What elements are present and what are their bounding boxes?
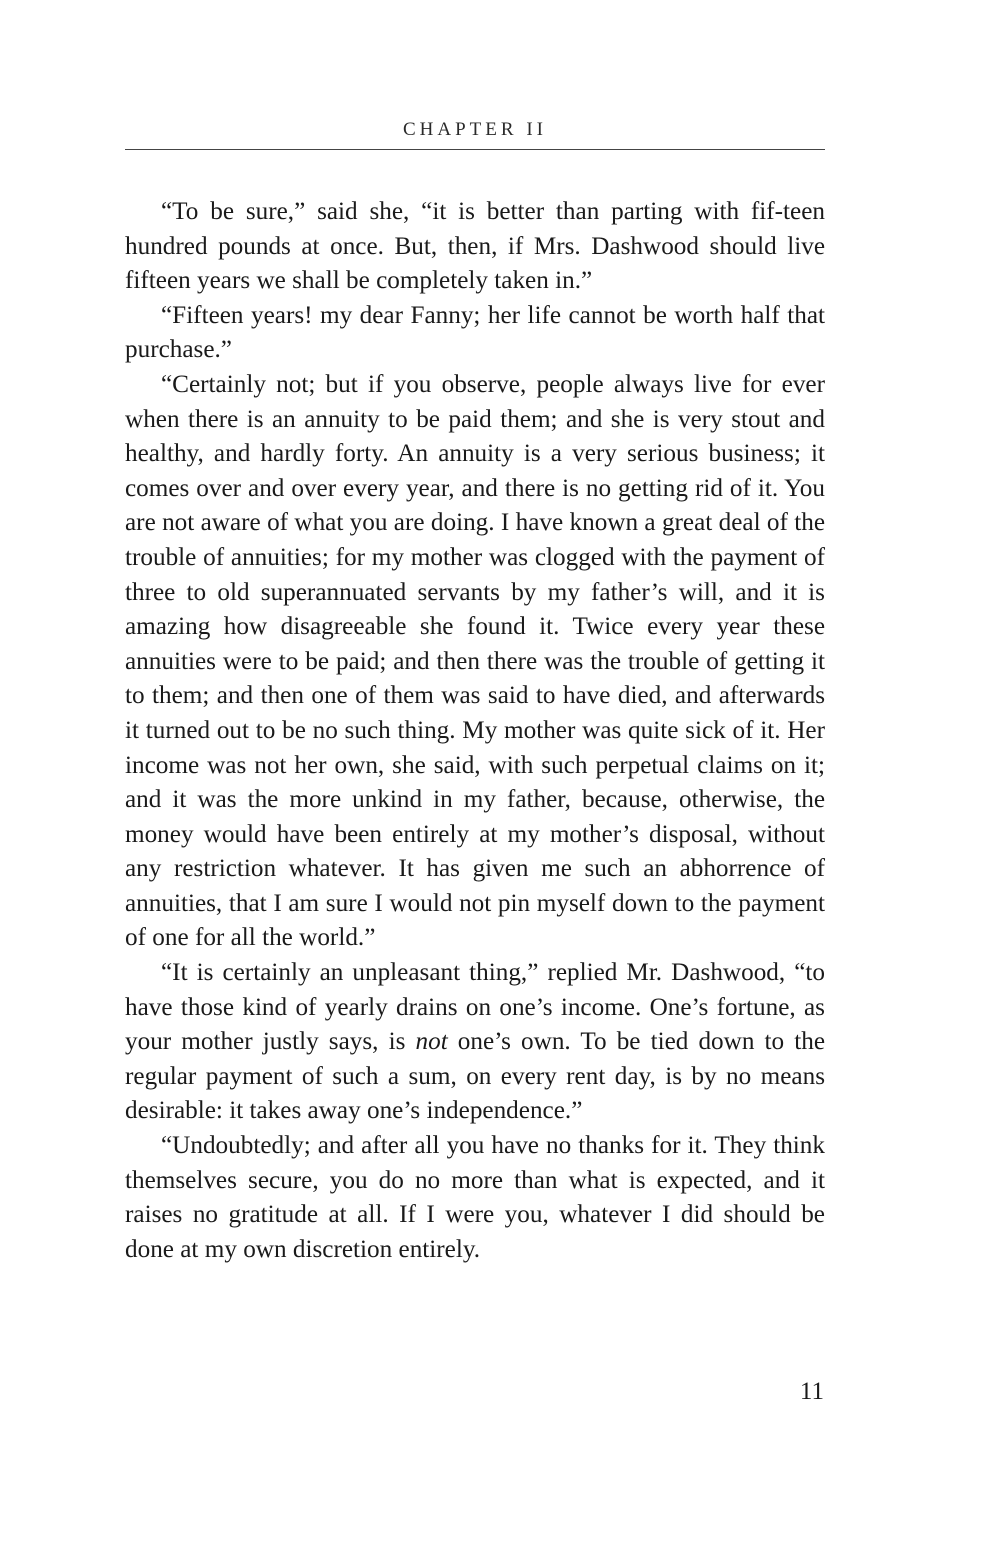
text-segment: “Certainly not; but if you observe, people always live for ever when there is an annuity to be paid them; and she is very stout and healthy, and hardly forty. An annuity is a very serious business; it comes over and over every year, and there is no getting rid of it. You are not aware of what you are doing. I have known a great deal of the trouble of annuities; for my mother was clogged with the payment of three to old superannuated servants by my father’s will, and it is amazing how disagreeable she found it. Twice every year these annuities were to be paid; and then there was the trouble of getting it to them; and then one of them was said to have died, and afterwards it turned out to be no such thing. My mother was quite sick of it. Her income was not her own, she said, with such perpetual claims on it; and it was the more unkind in my father, because, otherwise, the money would have been entirely at my mother’s disposal, without any restriction whatever. It has given me such an abhorrence of annuities, that I am sure I would not pin myself down to the payment of one for all the world.”: [125, 370, 825, 952]
text-segment: “It is certainly an unpleasant thing,” replied Mr. Dashwood, “to have those kind of yearly drains on one’s income. One’s fortune, as your mother justly says, is: [125, 959, 825, 1056]
emphasis-text: not: [415, 1028, 448, 1056]
text-segment: “Fifteen years! my dear Fanny; her life cannot be worth half that purchase.”: [125, 301, 825, 364]
paragraph: [125, 368, 825, 956]
paragraph: [125, 1129, 825, 1267]
text-segment: “Undoubtedly; and after all you have no thanks for it. They think themselves secure, you do no more than what is expected, and it raises no gratitude at all. If I were you, whatever I did should be done at my own discretion entirely.: [125, 1132, 825, 1263]
page-number: 11: [799, 1378, 824, 1405]
text-segment: “To be sure,” said she, “it is better than parting with fif-teen hundred pounds at once. But, then, if Mrs. Dashwood should live fifteen years we shall be completely taken in.”: [125, 198, 825, 295]
paragraph: [125, 956, 825, 1129]
paragraph: [125, 299, 825, 368]
running-head: CHAPTER II: [403, 119, 547, 140]
paragraph: [125, 195, 825, 299]
body-text: [125, 195, 825, 1267]
text-segment: one’s own. To be tied down to the regular payment of such a sum, on every rent day, is by no means desirable: it takes away one’s independence.”: [125, 1028, 825, 1125]
header-rule: [125, 149, 825, 150]
